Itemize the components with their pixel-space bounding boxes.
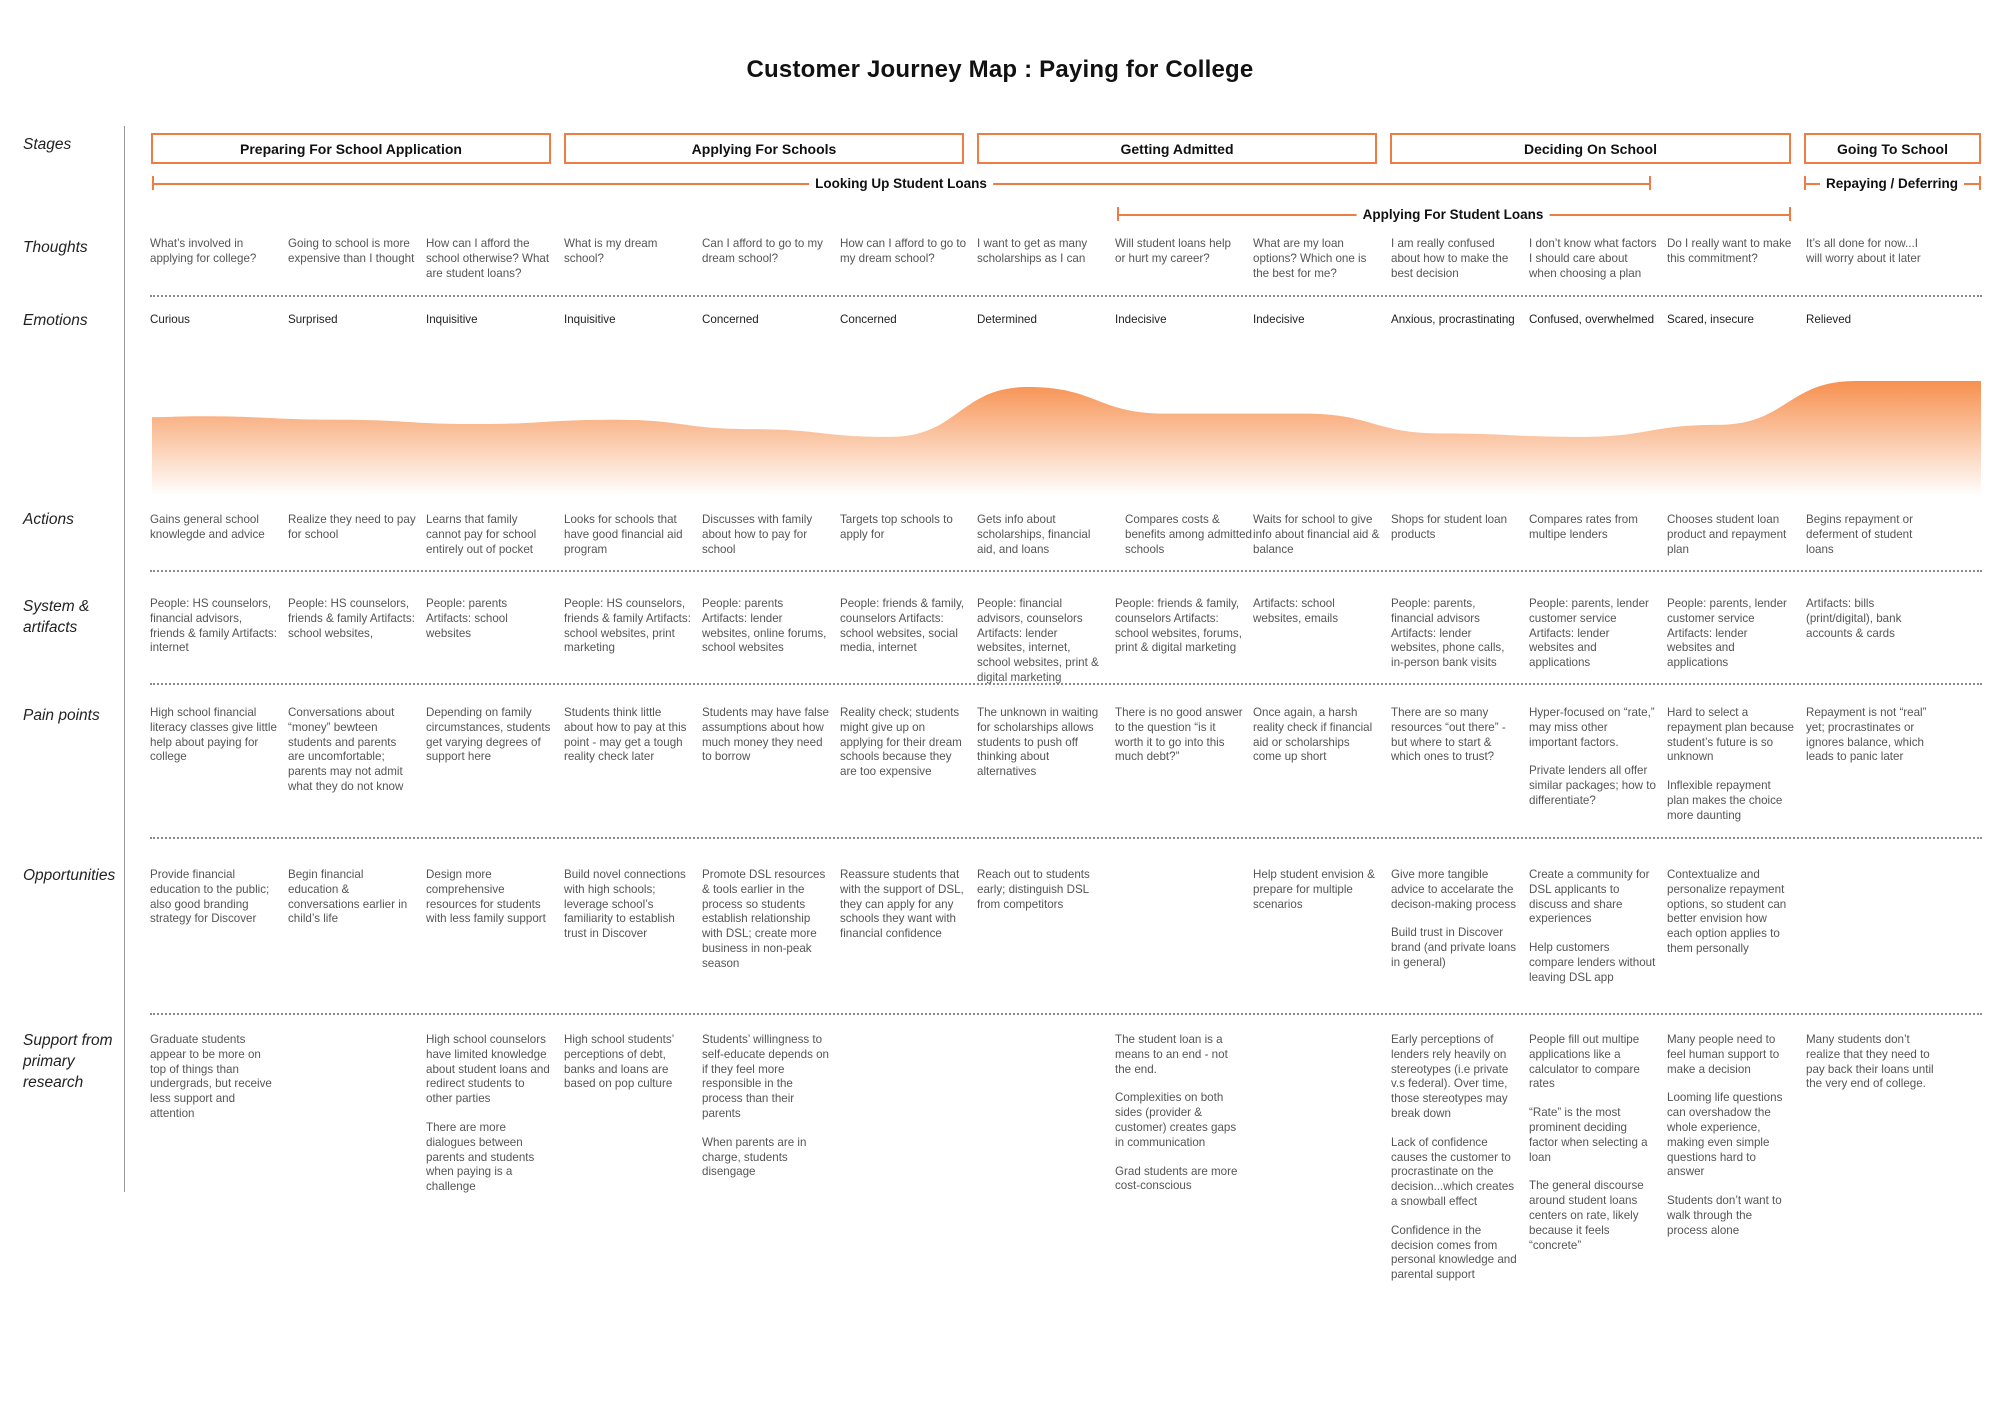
support-cell-paragraph: High school counselors have limited knowledge about student loans and redirect students to other parties — [426, 1033, 550, 1106]
thought-cell: Do I really want to make this commitment? — [1667, 237, 1792, 265]
action-cell: Learns that family cannot pay for school entirely out of pocket — [426, 513, 537, 556]
emotion-cell: Relieved — [1806, 313, 1852, 326]
emotion-cell: Anxious, procrastinating — [1391, 313, 1515, 326]
thought-cell: How can I afford the school otherwise? What are student loans? — [426, 237, 550, 280]
opportunity-cell-paragraph: Help student envision & prepare for multiple scenarios — [1253, 868, 1375, 911]
pain-cell — [1391, 706, 1519, 765]
pain-cell-paragraph: Depending on family circumstances, students get varying degrees of support here — [426, 706, 551, 764]
emotion-cell: Scared, insecure — [1667, 313, 1754, 326]
thought-cell: Can I afford to go to my dream school? — [702, 237, 823, 265]
opportunity-cell-paragraph: Design more comprehensive resources for students with less family support — [426, 868, 546, 926]
thought-cell: It’s all done for now...I will worry about it later — [1806, 237, 1921, 265]
action-cell: Waits for school to give info about financial aid & balance — [1253, 513, 1380, 556]
pain-cell-paragraph: The unknown in waiting for scholarships allows students to push off thinking about alternatives — [977, 706, 1099, 779]
system-cell: People: friends & family, counselors Artifacts: school websites, social media, internet — [840, 597, 965, 655]
support-cell-paragraph: Lack of confidence causes the customer to procrastinate on the decision...which creates a snowball effect — [1391, 1135, 1515, 1208]
system-cell: People: parents Artifacts: lender websites, online forums, school websites — [702, 597, 827, 655]
emotion-cell: Surprised — [288, 313, 338, 326]
pain-cell-paragraph: Once again, a harsh reality check if financial aid or scholarships come up short — [1253, 706, 1373, 764]
support-cell-paragraph: High school students’ perceptions of debt, banks and loans are based on pop culture — [564, 1033, 674, 1091]
pain-cell — [840, 706, 968, 780]
support-cell-paragraph: When parents are in charge, students disengage — [702, 1135, 807, 1179]
support-cell-paragraph: Many students don’t realize that they need to pay back their loans until the very end of college. — [1806, 1033, 1934, 1091]
page-title: Customer Journey Map : Paying for College — [746, 56, 1254, 83]
support-cell — [1115, 1033, 1243, 1194]
support-cell-paragraph: “Rate” is the most prominent deciding factor when selecting a loan — [1529, 1106, 1648, 1164]
action-cell: Targets top schools to apply for — [840, 513, 953, 541]
stage-applying-schools: Applying For Schools — [564, 133, 964, 164]
row-label-actions: Actions — [23, 511, 74, 528]
opportunity-cell — [1667, 868, 1795, 957]
stage-deciding: Deciding On School — [1390, 133, 1791, 164]
pain-cell-paragraph: There is no good answer to the question “is it worth it to go into this much debt?” — [1115, 706, 1243, 764]
pain-cell-paragraph: Students think little about how to pay at this point - may get a tough reality check later — [564, 706, 687, 764]
emotion-cell: Determined — [977, 313, 1037, 326]
pain-cell — [288, 706, 416, 795]
support-cell-paragraph: The student loan is a means to an end - not the end. — [1115, 1033, 1228, 1076]
support-cell-paragraph: People fill out multipe applications like a calculator to compare rates — [1529, 1033, 1640, 1091]
pain-cell — [977, 706, 1105, 780]
support-cell-paragraph: Students’ willingness to self-educate depends on if they feel more responsible in the process than their parents — [702, 1033, 829, 1120]
system-cell: People: parents, lender customer service Artifacts: lender websites and applications — [1667, 597, 1787, 670]
opportunity-cell — [150, 868, 278, 927]
pain-cell — [426, 706, 554, 765]
thought-cell: What is my dream school? — [564, 237, 658, 265]
system-cell: People: parents Artifacts: school websites — [426, 597, 508, 640]
pain-cell-paragraph: High school financial literacy classes give little help about paying for college — [150, 706, 277, 764]
opportunity-cell — [564, 868, 692, 942]
opportunity-cell — [840, 868, 968, 942]
system-cell: People: HS counselors, friends & family Artifacts: school websites, — [288, 597, 415, 640]
label-repaying: Repaying / Deferring — [1820, 175, 1964, 193]
label-looking-up-loans: Looking Up Student Loans — [809, 175, 993, 193]
support-cell-paragraph: There are more dialogues between parents and students when paying is a challenge — [426, 1120, 535, 1194]
thought-cell: Will student loans help or hurt my career? — [1115, 237, 1231, 265]
action-cell: Gains general school knowlegde and advice — [150, 513, 265, 541]
support-cell-paragraph: Looming life questions can overshadow the whole experience, making even simple questions hard to answer — [1667, 1091, 1783, 1179]
action-cell: Realize they need to pay for school — [288, 513, 416, 541]
support-cell — [426, 1033, 554, 1195]
opportunity-cell — [977, 868, 1105, 912]
system-cell: People: financial advisors, counselors Artifacts: lender websites, internet, school websites, print & digital marketing — [977, 597, 1099, 684]
system-cell: People: parents, lender customer service Artifacts: lender websites and applications — [1529, 597, 1649, 670]
row-label-pain: Pain points — [23, 707, 100, 724]
row-label-emotions: Emotions — [23, 312, 88, 329]
pain-cell-paragraph: Hard to select a repayment plan because student’s future is so unknown — [1667, 706, 1794, 764]
pain-cell-paragraph: Private lenders all offer similar packages; how to differentiate? — [1529, 764, 1656, 807]
separator-actions — [150, 570, 1982, 572]
pain-cell — [1667, 706, 1795, 824]
opportunity-cell-paragraph: Reassure students that with the support of DSL, they can apply for any schools they want with financial confidence — [840, 868, 964, 941]
support-cell — [564, 1033, 692, 1092]
label-applying-loans: Applying For Student Loans — [1357, 206, 1550, 224]
opportunity-cell-paragraph: Begin financial education & conversations earlier in child’s life — [288, 868, 408, 926]
action-cell: Gets info about scholarships, financial aid, and loans — [977, 513, 1091, 556]
action-cell: Compares costs & benefits among admitted schools — [1125, 513, 1252, 556]
opportunity-cell — [1253, 868, 1381, 912]
thought-cell: I want to get as many scholarships as I can — [977, 237, 1088, 265]
opportunity-cell — [1529, 868, 1657, 986]
pain-cell-paragraph: Inflexible repayment plan makes the choice more daunting — [1667, 779, 1783, 822]
pain-cell — [1115, 706, 1243, 765]
system-cell: People: HS counselors, friends & family Artifacts: school websites, print marketing — [564, 597, 691, 655]
pain-cell — [702, 706, 830, 765]
row-label-opportunities: Opportunities — [23, 867, 116, 884]
opportunity-cell — [1391, 868, 1519, 971]
support-cell — [150, 1033, 278, 1122]
stage-getting-admitted: Getting Admitted — [977, 133, 1377, 164]
opportunity-cell-paragraph: Provide financial education to the public; also good branding strategy for Discover — [150, 868, 270, 926]
system-cell: People: HS counselors, financial advisors, friends & family Artifacts: internet — [150, 597, 277, 655]
pain-cell — [564, 706, 692, 765]
emotion-cell: Indecisive — [1253, 313, 1305, 326]
opportunity-cell-paragraph: Build trust in Discover brand (and private loans in general) — [1391, 926, 1517, 969]
stage-preparing: Preparing For School Application — [151, 133, 551, 164]
opportunity-cell-paragraph: Help customers compare lenders without leaving DSL app — [1529, 941, 1656, 984]
emotion-cell: Concerned — [840, 313, 897, 326]
support-cell-paragraph: Early perceptions of lenders rely heavily on stereotypes (i.e private v.s federal). Over time, those stereotypes may break down — [1391, 1033, 1509, 1120]
system-cell: People: parents, financial advisors Artifacts: lender websites, phone calls, in-person bank visits — [1391, 597, 1505, 670]
row-label-stages: Stages — [23, 136, 72, 153]
opportunity-cell-paragraph: Promote DSL resources & tools earlier in the process so students establish relationship with DSL; create more business in non-peak season — [702, 868, 826, 970]
action-cell: Looks for schools that have good financial aid program — [564, 513, 683, 556]
pain-cell-paragraph: There are so many resources “out there” - but where to start & which ones to trust? — [1391, 706, 1506, 764]
emotion-curve-area — [152, 381, 1981, 496]
row-label-support: Support from primary research — [23, 1032, 113, 1091]
thought-cell: What’s involved in applying for college? — [150, 237, 257, 265]
support-cell — [702, 1033, 830, 1180]
opportunity-cell-paragraph: Build novel connections with high schools; leverage school’s familiarity to establish trust in Discover — [564, 868, 686, 941]
opportunity-cell-paragraph: Reach out to students early; distinguish DSL from competitors — [977, 868, 1090, 911]
system-cell: Artifacts: bills (print/digital), bank accounts & cards — [1806, 597, 1902, 640]
opportunity-cell — [426, 868, 554, 927]
separator-opportunities — [150, 1013, 1982, 1015]
pain-cell — [1253, 706, 1381, 765]
action-cell: Discusses with family about how to pay for school — [702, 513, 813, 556]
opportunity-cell — [288, 868, 416, 927]
thought-cell: How can I afford to go to my dream school? — [840, 237, 967, 265]
action-cell: Shops for student loan products — [1391, 513, 1508, 541]
support-cell — [1529, 1033, 1657, 1253]
opportunity-cell-paragraph: Give more tangible advice to accelarate the decison-making process — [1391, 868, 1517, 911]
support-cell-paragraph: Students don’t want to walk through the process alone — [1667, 1194, 1782, 1237]
system-cell: Artifacts: school websites, emails — [1253, 597, 1339, 625]
system-cell: People: friends & family, counselors Artifacts: school websites, forums, print & digital marketing — [1115, 597, 1242, 655]
support-cell-paragraph: Graduate students appear to be more on top of things than undergrads, but receive less support and attention — [150, 1033, 272, 1120]
opportunity-cell-paragraph: Contextualize and personalize repayment options, so student can better envision how each option applies to them personally — [1667, 868, 1787, 955]
support-cell-paragraph: The general discourse around student loans centers on rate, likely because it feels “concrete” — [1529, 1179, 1644, 1252]
emotion-cell: Inquisitive — [564, 313, 616, 326]
thought-cell: I don’t know what factors I should care about when choosing a plan — [1529, 237, 1657, 280]
action-cell: Compares rates from multipe lenders — [1529, 513, 1638, 541]
support-cell-paragraph: Complexities on both sides (provider & customer) creates gaps in communication — [1115, 1091, 1237, 1149]
pain-cell-paragraph: Conversations about “money” bewteen students and parents are uncomfortable; parents may not admit what they do not know — [288, 706, 404, 793]
stage-going-to-school: Going To School — [1804, 133, 1981, 164]
support-cell — [1667, 1033, 1795, 1239]
support-cell-paragraph: Confidence in the decision comes from personal knowledge and parental support — [1391, 1223, 1517, 1282]
separator-pain — [150, 837, 1982, 839]
pain-cell-paragraph: Students may have false assumptions about how much money they need to borrow — [702, 706, 829, 764]
action-cell: Chooses student loan product and repayment plan — [1667, 513, 1787, 556]
pain-cell-paragraph: Hyper-focused on “rate,” may miss other important factors. — [1529, 706, 1655, 749]
support-cell-paragraph: Many people need to feel human support to make a decision — [1667, 1033, 1780, 1076]
thought-cell: Going to school is more expensive than I thought — [288, 237, 415, 265]
emotion-cell: Indecisive — [1115, 313, 1167, 326]
opportunity-cell-paragraph: Create a community for DSL applicants to discuss and share experiences — [1529, 868, 1650, 926]
pain-cell — [1529, 706, 1657, 809]
pain-cell — [150, 706, 278, 765]
row-label-system: System & artifacts — [23, 598, 90, 636]
emotion-cell: Confused, overwhelmed — [1529, 313, 1655, 326]
thought-cell: What are my loan options? Which one is the best for me? — [1253, 237, 1367, 280]
action-cell: Begins repayment or deferment of student loans — [1806, 513, 1913, 556]
row-label-thoughts: Thoughts — [23, 239, 88, 256]
emotion-cell: Curious — [150, 313, 190, 326]
pain-cell — [1806, 706, 1934, 765]
opportunity-cell — [702, 868, 830, 972]
support-cell — [1391, 1033, 1519, 1283]
support-cell — [1806, 1033, 1934, 1092]
pain-cell-paragraph: Repayment is not “real” yet; procrastinates or ignores balance, which leads to panic later — [1806, 706, 1927, 764]
emotion-cell: Concerned — [702, 313, 759, 326]
pain-cell-paragraph: Reality check; students might give up on applying for their dream schools because they are too expensive — [840, 706, 962, 779]
support-cell-paragraph: Grad students are more cost-conscious — [1115, 1164, 1238, 1193]
thought-cell: I am really confused about how to make the best decision — [1391, 237, 1509, 280]
emotion-cell: Inquisitive — [426, 313, 478, 326]
